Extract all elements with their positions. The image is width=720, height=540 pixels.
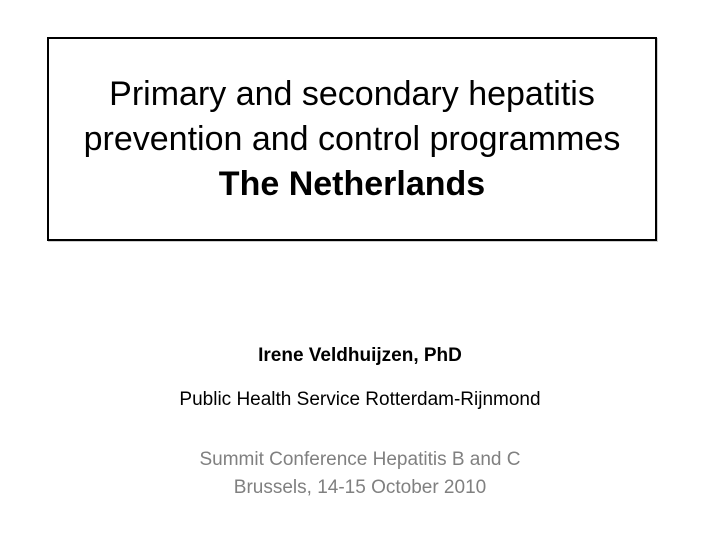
slide-title-line-1: Primary and secondary hepatitis [109, 74, 595, 113]
author-name: Irene Veldhuijzen, PhD [258, 345, 462, 366]
slide-title-line-2: prevention and control programmes [83, 119, 621, 158]
slide-title-box [47, 37, 657, 241]
conference-info [0, 446, 720, 502]
author-affiliation: Public Health Service Rotterdam-Rijnmond [179, 389, 541, 410]
conference-location-date: Brussels, 14-15 October 2010 [233, 477, 487, 498]
conference-name: Summit Conference Hepatitis B and C [199, 449, 521, 470]
slide-title-country: The Netherlands [218, 164, 486, 203]
